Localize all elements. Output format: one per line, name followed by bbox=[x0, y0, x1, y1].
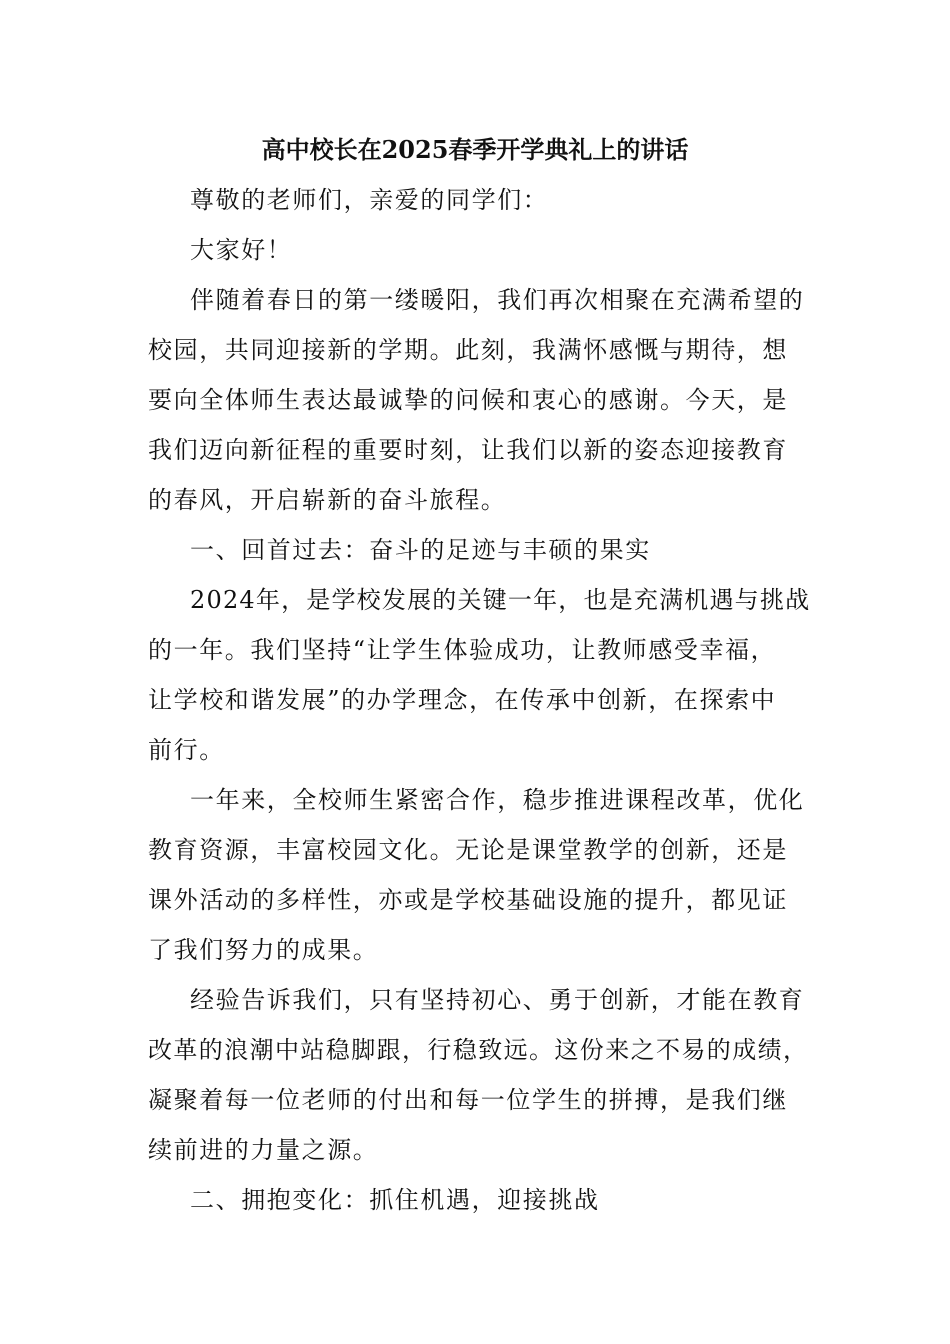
paragraph-line: 一年来，全校师生紧密合作，稳步推进课程改革，优化 bbox=[190, 786, 805, 814]
section-heading-1: 一、回首过去：奋斗的足迹与丰硕的果实 bbox=[190, 536, 651, 564]
greeting: 大家好！ bbox=[190, 236, 293, 264]
paragraph-line: 教育资源，丰富校园文化。无论是课堂教学的创新，还是 bbox=[148, 836, 788, 864]
paragraph-line: 改革的浪潮中站稳脚跟，行稳致远。这份来之不易的成绩， bbox=[148, 1036, 809, 1064]
paragraph-line: 的一年。我们坚持“让学生体验成功，让教师感受幸福， bbox=[148, 636, 777, 664]
paragraph-line: 让学校和谐发展”的办学理念，在传承中创新，在探索中 bbox=[148, 686, 777, 714]
paragraph-line: 经验告诉我们，只有坚持初心、勇于创新，才能在教育 bbox=[190, 986, 805, 1014]
paragraph-line: 我们迈向新征程的重要时刻，让我们以新的姿态迎接教育 bbox=[148, 436, 788, 464]
document-title: 高中校长在2025春季开学典礼上的讲话 bbox=[261, 135, 689, 164]
paragraph-line: 校园，共同迎接新的学期。此刻，我满怀感慨与期待，想 bbox=[148, 336, 788, 364]
paragraph-line: 课外活动的多样性，亦或是学校基础设施的提升，都见证 bbox=[148, 886, 788, 914]
paragraph-line: 凝聚着每一位老师的付出和每一位学生的拼搏，是我们继 bbox=[148, 1086, 788, 1114]
section-heading-2: 二、拥抱变化：抓住机遇，迎接挑战 bbox=[190, 1186, 600, 1214]
paragraph-line: 的春风，开启崭新的奋斗旅程。 bbox=[148, 486, 507, 514]
paragraph-line: 前行。 bbox=[148, 736, 225, 764]
paragraph-line: 2024年，是学校发展的关键一年，也是充满机遇与挑战 bbox=[190, 586, 811, 614]
paragraph-line: 伴随着春日的第一缕暖阳，我们再次相聚在充满希望的 bbox=[190, 286, 805, 314]
salutation: 尊敬的老师们，亲爱的同学们： bbox=[190, 186, 549, 214]
paragraph-line: 了我们努力的成果。 bbox=[148, 936, 379, 964]
paragraph-line: 续前进的力量之源。 bbox=[148, 1136, 379, 1164]
paragraph-line: 要向全体师生表达最诚挚的问候和衷心的感谢。今天，是 bbox=[148, 386, 788, 414]
